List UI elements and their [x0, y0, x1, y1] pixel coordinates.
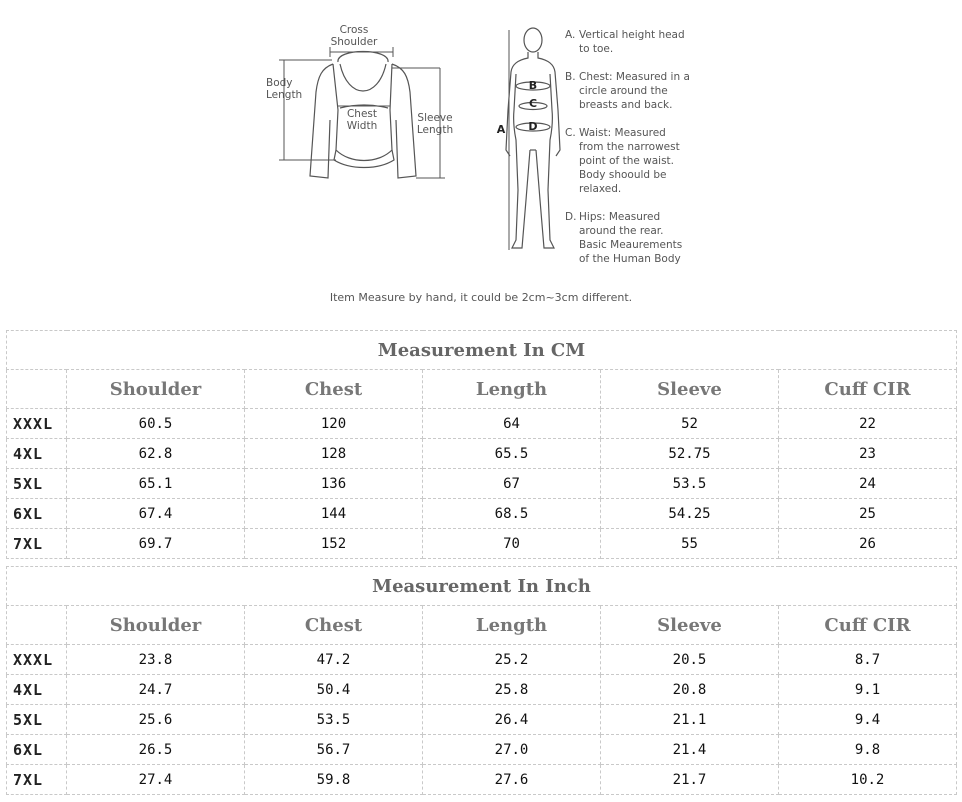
table-cell: 23.8 — [67, 645, 245, 675]
note-height: A. Vertical height head to toe. — [565, 29, 685, 55]
table-cell: 55 — [601, 529, 779, 559]
column-header: Sleeve — [601, 370, 779, 409]
table-row — [7, 499, 957, 529]
table-cell: 20.5 — [601, 645, 779, 675]
table-cell: 9.8 — [779, 735, 957, 765]
table-row — [7, 705, 957, 735]
measurement-diagram — [0, 0, 962, 320]
garment-and-body-illustration — [0, 0, 962, 320]
table-cell: 52.75 — [601, 439, 779, 469]
column-header: Cuff CIR — [779, 606, 957, 645]
body-length-label: Body Length — [266, 77, 303, 101]
column-header: Shoulder — [67, 606, 245, 645]
cm-measurement-table — [6, 330, 957, 559]
table-header-row — [7, 370, 957, 409]
table-cell: 120 — [245, 409, 423, 439]
cross-shoulder-label: Cross Shoulder — [330, 24, 378, 48]
table-row — [7, 645, 957, 675]
table-cell: 27.4 — [67, 765, 245, 795]
size-cell: 5XL — [7, 705, 67, 735]
table-cell: 62.8 — [67, 439, 245, 469]
table-cell: 25.6 — [67, 705, 245, 735]
table-cell: 65.5 — [423, 439, 601, 469]
table-cell: 69.7 — [67, 529, 245, 559]
table-cell: 9.4 — [779, 705, 957, 735]
body-length-dimension — [279, 60, 336, 160]
table-cell: 68.5 — [423, 499, 601, 529]
table-row — [7, 409, 957, 439]
table-cell: 10.2 — [779, 765, 957, 795]
table-cell: 65.1 — [67, 469, 245, 499]
table-cell: 24.7 — [67, 675, 245, 705]
table-row — [7, 439, 957, 469]
size-cell: 7XL — [7, 529, 67, 559]
chest-width-label: Chest Width — [346, 108, 378, 132]
column-header: Length — [423, 606, 601, 645]
height-letter: A — [496, 123, 506, 136]
table-row — [7, 529, 957, 559]
size-cell: 4XL — [7, 439, 67, 469]
table-cell: 23 — [779, 439, 957, 469]
size-cell: XXXL — [7, 645, 67, 675]
column-header: Sleeve — [601, 606, 779, 645]
size-cell: 4XL — [7, 675, 67, 705]
table-cell: 64 — [423, 409, 601, 439]
table-cell: 20.8 — [601, 675, 779, 705]
table-row — [7, 735, 957, 765]
table-title: Measurement In CM — [7, 331, 957, 370]
table-cell: 26 — [779, 529, 957, 559]
sleeve-length-label: Sleeve Length — [416, 112, 454, 136]
table-cell: 47.2 — [245, 645, 423, 675]
table-cell: 21.1 — [601, 705, 779, 735]
column-header: Shoulder — [67, 370, 245, 409]
waist-letter: C — [528, 97, 538, 110]
note-chest: B. Chest: Measured in a circle around the breasts and back. — [565, 71, 690, 111]
size-cell: 6XL — [7, 735, 67, 765]
column-header: Length — [423, 370, 601, 409]
size-cell: 6XL — [7, 499, 67, 529]
column-header: Chest — [245, 370, 423, 409]
table-row — [7, 765, 957, 795]
table-cell: 50.4 — [245, 675, 423, 705]
table-cell: 8.7 — [779, 645, 957, 675]
table-cell: 53.5 — [601, 469, 779, 499]
measurement-disclaimer: Item Measure by hand, it could be 2cm~3cm different. — [329, 291, 633, 304]
column-header: Chest — [245, 606, 423, 645]
table-row — [7, 675, 957, 705]
table-cell: 27.0 — [423, 735, 601, 765]
chest-letter: B — [528, 79, 538, 92]
table-cell: 67.4 — [67, 499, 245, 529]
table-cell: 9.1 — [779, 675, 957, 705]
table-cell: 54.25 — [601, 499, 779, 529]
table-cell: 70 — [423, 529, 601, 559]
table-cell: 27.6 — [423, 765, 601, 795]
table-cell: 128 — [245, 439, 423, 469]
table-cell: 59.8 — [245, 765, 423, 795]
table-cell: 144 — [245, 499, 423, 529]
size-cell: 5XL — [7, 469, 67, 499]
table-cell: 53.5 — [245, 705, 423, 735]
hips-letter: D — [528, 120, 538, 133]
inch-measurement-table — [6, 566, 957, 795]
table-header-row — [7, 606, 957, 645]
note-waist: C. Waist: Measured from the narrowest point of the waist. Body shoould be relaxed. — [565, 127, 680, 195]
column-header: Cuff CIR — [779, 370, 957, 409]
column-header — [7, 370, 67, 409]
table-cell: 52 — [601, 409, 779, 439]
table-cell: 21.7 — [601, 765, 779, 795]
table-cell: 136 — [245, 469, 423, 499]
table-cell: 25 — [779, 499, 957, 529]
table-cell: 22 — [779, 409, 957, 439]
table-cell: 26.5 — [67, 735, 245, 765]
column-header — [7, 606, 67, 645]
size-cell: XXXL — [7, 409, 67, 439]
size-cell: 7XL — [7, 765, 67, 795]
table-title: Measurement In Inch — [7, 567, 957, 606]
table-cell: 25.8 — [423, 675, 601, 705]
table-cell: 25.2 — [423, 645, 601, 675]
table-cell: 21.4 — [601, 735, 779, 765]
human-body-sketch — [506, 28, 560, 248]
table-cell: 60.5 — [67, 409, 245, 439]
table-cell: 67 — [423, 469, 601, 499]
table-cell: 152 — [245, 529, 423, 559]
table-cell: 24 — [779, 469, 957, 499]
table-row — [7, 469, 957, 499]
table-cell: 26.4 — [423, 705, 601, 735]
note-hips: D. Hips: Measured around the rear. Basic Meaurements of the Human Body — [565, 211, 683, 265]
table-cell: 56.7 — [245, 735, 423, 765]
